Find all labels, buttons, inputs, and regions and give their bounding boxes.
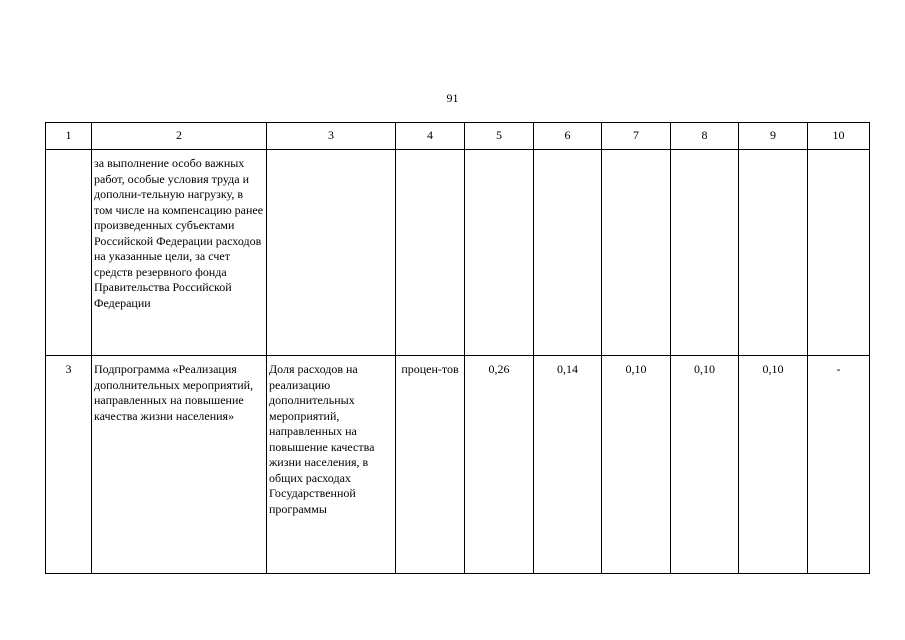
table-cell: 3 [46, 356, 92, 574]
table-cell [808, 150, 870, 356]
table-cell: Подпрограмма «Реализация дополнительных мероприятий, направленных на повышение качества жизни населения» [92, 356, 267, 574]
table-cell: 0,10 [671, 356, 739, 574]
table-cell [739, 150, 808, 356]
table-cell: процен-тов [396, 356, 465, 574]
header-cell: 7 [602, 123, 671, 150]
table-cell [267, 150, 396, 356]
page-number: 91 [446, 91, 459, 105]
table-cell [602, 150, 671, 356]
table-cell: за выполнение особо важных работ, особые условия труда и дополни-тельную нагрузку, в том числе на компенсацию ранее произведенных субъектами Российской Федерации расходов на указанные цели, за счет средств резервного фонда Правительства Российской Федерации [92, 150, 267, 356]
table-cell: 0,10 [602, 356, 671, 574]
header-cell: 2 [92, 123, 267, 150]
table-cell [534, 150, 602, 356]
header-cell: 10 [808, 123, 870, 150]
table-cell [465, 150, 534, 356]
table-header-row [46, 123, 870, 150]
header-cell: 5 [465, 123, 534, 150]
table-cell [396, 150, 465, 356]
table-cell: 0,26 [465, 356, 534, 574]
header-cell: 1 [46, 123, 92, 150]
header-cell: 3 [267, 123, 396, 150]
table-cell [671, 150, 739, 356]
header-cell: 8 [671, 123, 739, 150]
header-cell: 6 [534, 123, 602, 150]
table-cell: 0,10 [739, 356, 808, 574]
table-row [46, 356, 870, 574]
header-cell: 4 [396, 123, 465, 150]
table-cell [46, 150, 92, 356]
header-cell: 9 [739, 123, 808, 150]
indicators-table [45, 122, 870, 574]
table-cell: Доля расходов на реализацию дополнительных мероприятий, направленных на повышение качества жизни населения, в общих расходах Государственной программы [267, 356, 396, 574]
table-row [46, 150, 870, 356]
table-cell: 0,14 [534, 356, 602, 574]
table-cell: - [808, 356, 870, 574]
